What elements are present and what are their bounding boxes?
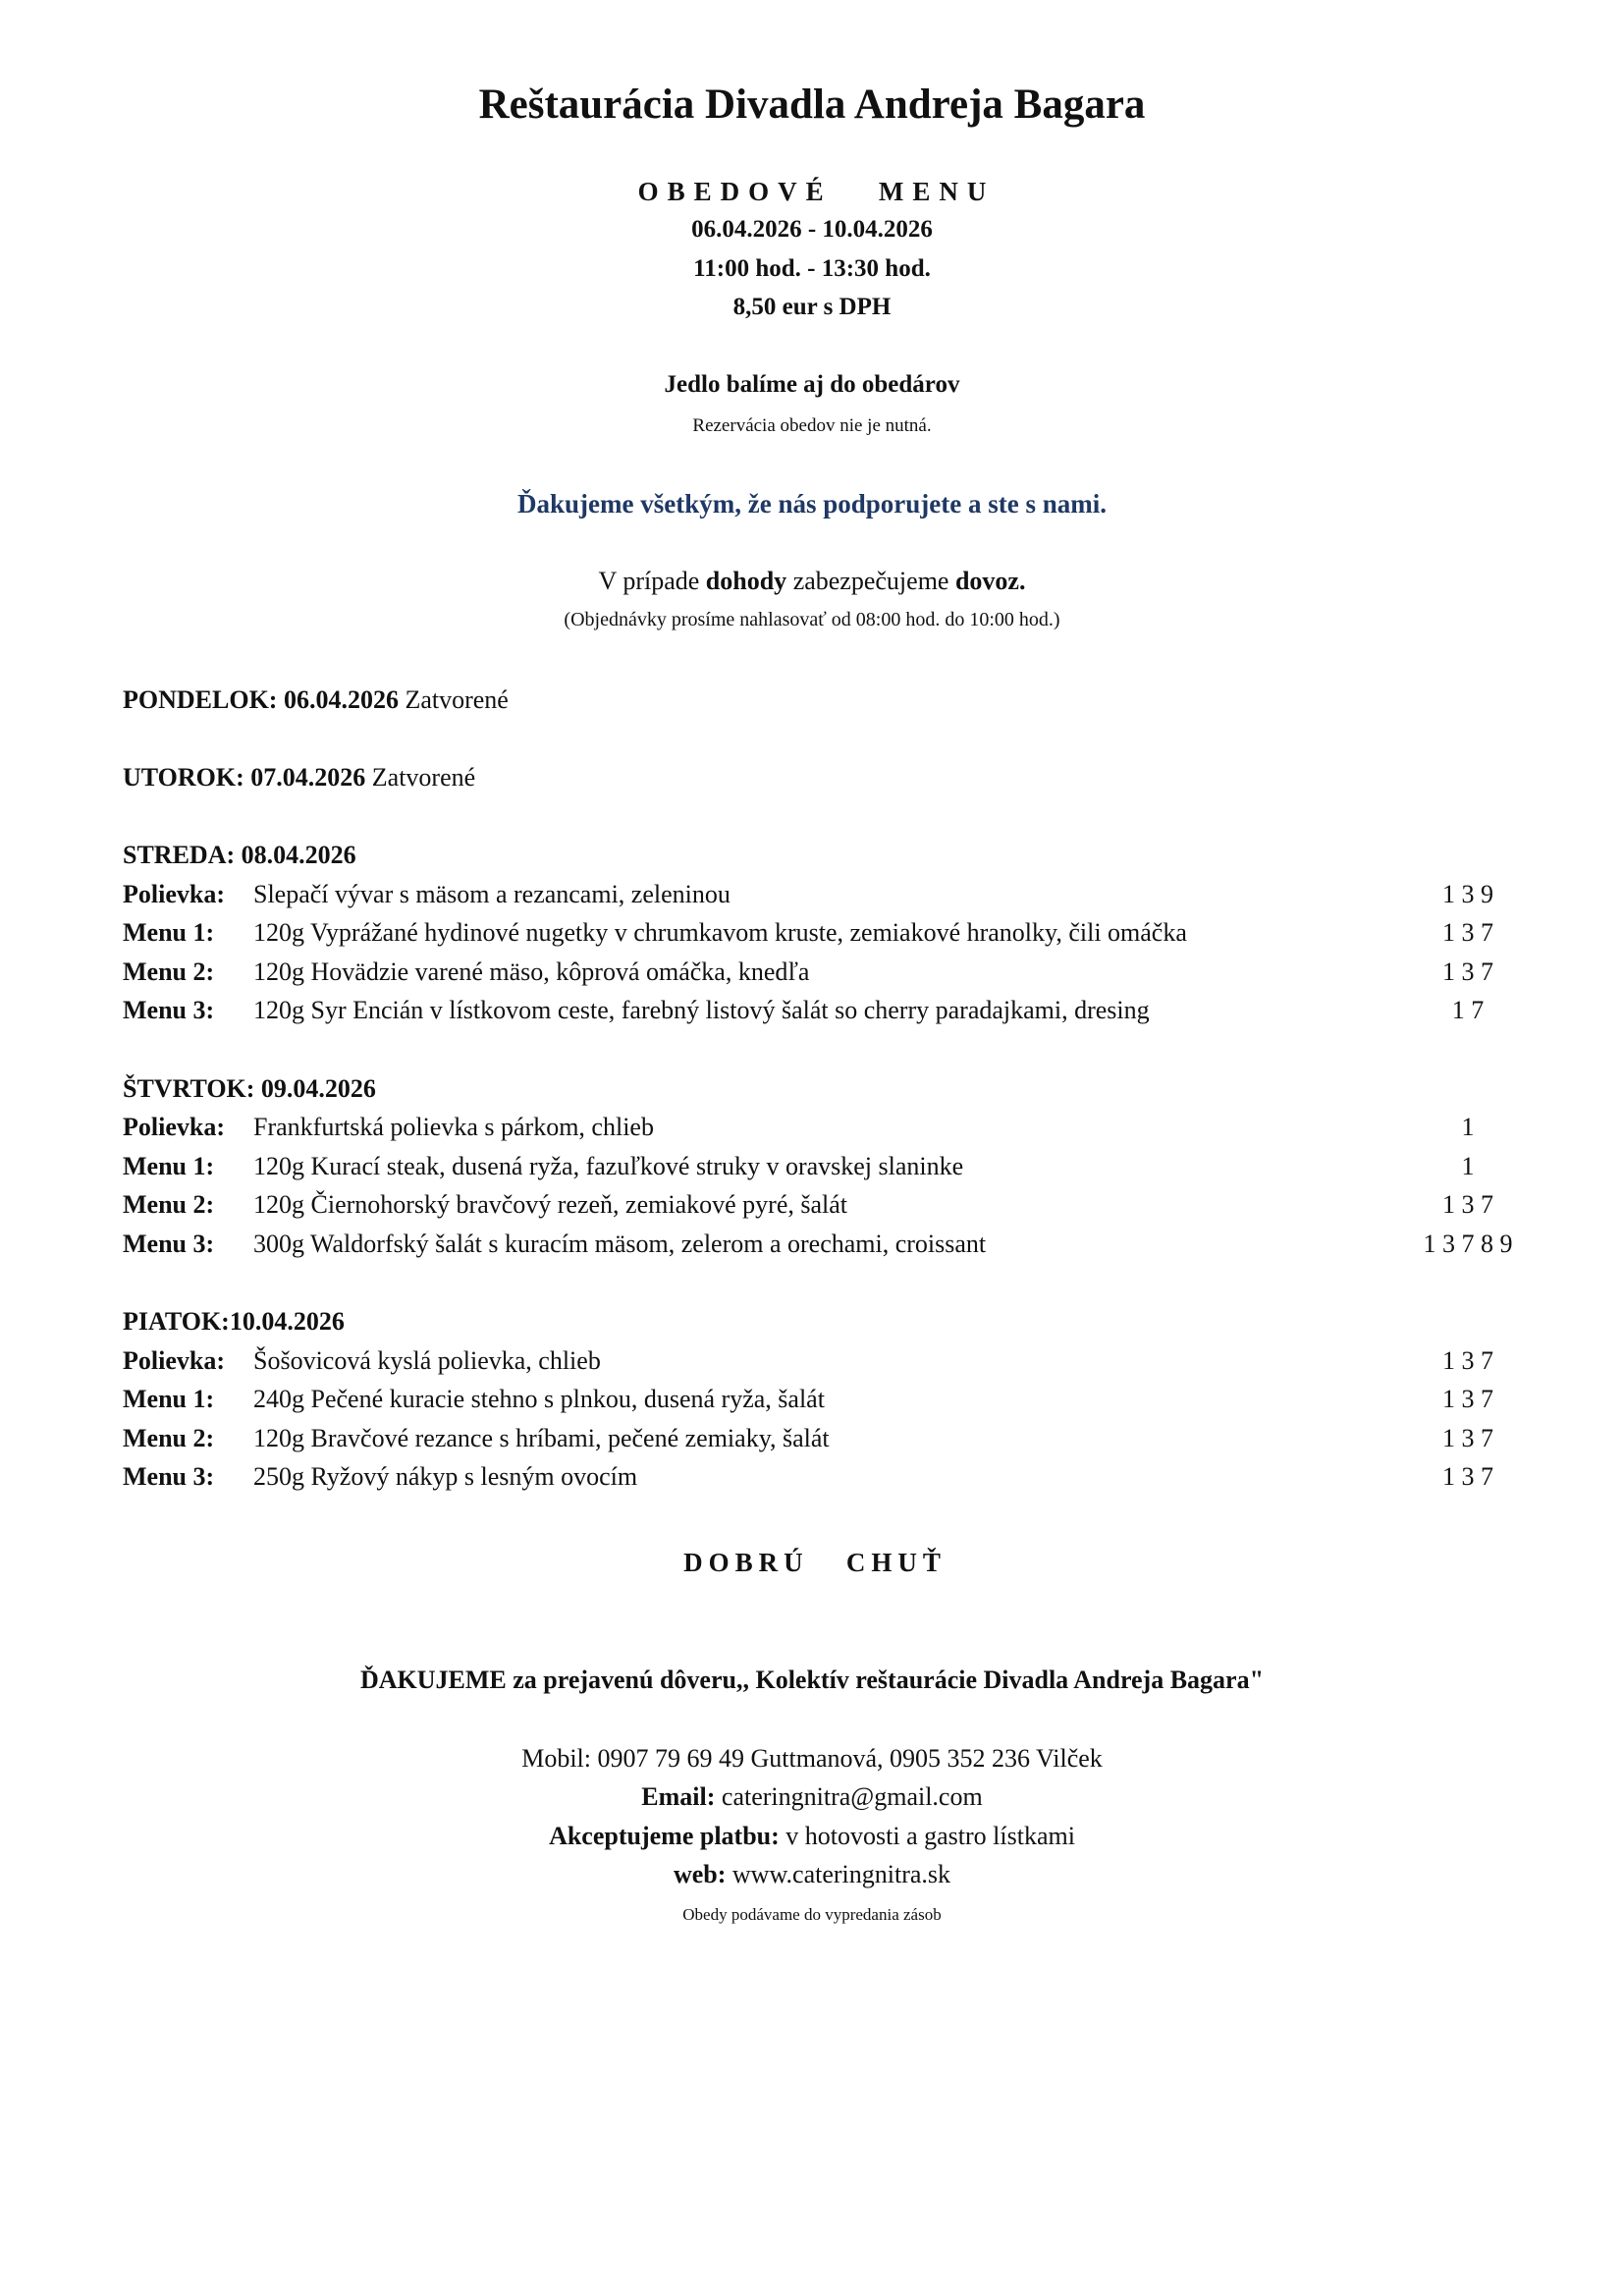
menu-row [123, 1385, 1527, 1420]
stock-note: Obedy podávame do vypredania zásob [682, 1905, 942, 1924]
email-value: cateringnitra@gmail.com [715, 1782, 983, 1811]
day-heading-wednesday [123, 841, 356, 870]
row-allergens: 1 [1461, 1152, 1475, 1180]
delivery-mid: zabezpečujeme [786, 567, 955, 595]
row-dish: 120g Čiernohorský bravčový rezeň, zemiakové pyré, šalát [253, 1190, 848, 1219]
orders-note: (Objednávky prosíme nahlasovať od 08:00 hod. do 10:00 hod.) [564, 609, 1060, 630]
menu-row [123, 1230, 1527, 1265]
closed-day-monday [123, 685, 509, 715]
row-allergens: 1 3 7 [1442, 1190, 1493, 1219]
row-label: Menu 3: [123, 996, 215, 1024]
row-label: Menu 1: [123, 918, 215, 947]
menu-row [123, 880, 1527, 915]
menu-row [123, 1346, 1527, 1382]
row-label: Polievka: [123, 1346, 225, 1375]
web-label: web: [673, 1860, 727, 1888]
mobile-contact: Mobil: 0907 79 69 49 Guttmanová, 0905 352 236 Vilček [521, 1744, 1103, 1773]
row-label: Polievka: [123, 880, 225, 908]
delivery-prefix: V prípade [598, 567, 706, 595]
menu-row [123, 957, 1527, 993]
payment-info [0, 1822, 1624, 1851]
menu-hours: 11:00 hod. - 13:30 hod. [693, 255, 931, 282]
menu-row [123, 918, 1527, 954]
menu-price: 8,50 eur s DPH [732, 294, 892, 320]
row-dish: 250g Ryžový nákyp s lesným ovocím [253, 1462, 638, 1491]
day-heading: ŠTVRTOK: 09.04.2026 [123, 1074, 376, 1103]
row-label: Menu 3: [123, 1462, 215, 1491]
restaurant-title: Reštaurácia Divadla Andreja Bagara [478, 82, 1146, 128]
thanks-trust: ĎAKUJEME za prejavenú dôveru,, Kolektív reštaurácie Divadla Andreja Bagara" [359, 1666, 1265, 1694]
email-contact [0, 1782, 1624, 1812]
row-allergens: 1 [1461, 1113, 1475, 1141]
row-dish: Frankfurtská polievka s párkom, chlieb [253, 1113, 654, 1141]
row-allergens: 1 3 7 [1442, 1462, 1493, 1491]
payment-label: Akceptujeme platbu: [549, 1822, 780, 1850]
row-allergens: 1 3 7 [1442, 918, 1493, 947]
row-allergens: 1 3 7 [1442, 1346, 1493, 1375]
menu-row [123, 996, 1527, 1031]
row-label: Menu 2: [123, 957, 215, 986]
payment-value: v hotovosti a gastro lístkami [779, 1822, 1075, 1850]
day-status: Zatvorené [398, 685, 509, 714]
menu-heading: OBEDOVÉ MENU [637, 177, 996, 206]
row-dish: 120g Kurací steak, dusená ryža, fazuľkové struky v oravskej slaninke [253, 1152, 964, 1180]
day-heading: PIATOK:10.04.2026 [123, 1307, 345, 1336]
day-heading-friday [123, 1307, 345, 1337]
row-dish: Slepačí vývar s mäsom a rezancami, zeleninou [253, 880, 731, 908]
delivery-note [0, 567, 1624, 596]
row-allergens: 1 3 7 8 9 [1423, 1230, 1513, 1258]
row-allergens: 1 3 7 [1442, 1385, 1493, 1413]
row-dish: 120g Hovädzie varené mäso, kôprová omáčka, knedľa [253, 957, 810, 986]
row-label: Menu 2: [123, 1190, 215, 1219]
menu-row [123, 1190, 1527, 1226]
delivery-bold-transport: dovoz. [954, 567, 1026, 595]
email-label: Email: [641, 1782, 716, 1811]
menu-row [123, 1462, 1527, 1498]
day-heading-thursday [123, 1074, 376, 1104]
row-allergens: 1 3 7 [1442, 1424, 1493, 1452]
packing-note: Jedlo balíme aj do obedárov [664, 371, 960, 398]
row-dish: 120g Syr Encián v lístkovom ceste, farebný listový šalát so cherry paradajkami, dresing [253, 996, 1150, 1024]
good-appetite: DOBRÚ CHUŤ [683, 1548, 947, 1577]
row-allergens: 1 3 7 [1442, 957, 1493, 986]
thanks-support: Ďakujeme všetkým, že nás podporujete a ste s nami. [517, 489, 1107, 519]
row-label: Menu 1: [123, 1385, 215, 1413]
row-label: Menu 1: [123, 1152, 215, 1180]
closed-day-tuesday [123, 763, 475, 793]
row-dish: 120g Bravčové rezance s hríbami, pečené zemiaky, šalát [253, 1424, 830, 1452]
menu-row [123, 1113, 1527, 1148]
row-dish: Šošovicová kyslá polievka, chlieb [253, 1346, 601, 1375]
day-status: Zatvorené [365, 763, 476, 792]
day-heading: PONDELOK: 06.04.2026 [123, 685, 399, 714]
row-dish: 240g Pečené kuracie stehno s plnkou, dusená ryža, šalát [253, 1385, 825, 1413]
day-heading: UTOROK: 07.04.2026 [123, 763, 366, 792]
row-dish: 300g Waldorfský šalát s kuracím mäsom, zelerom a orechami, croissant [253, 1230, 987, 1258]
row-label: Menu 3: [123, 1230, 215, 1258]
web-info [0, 1860, 1624, 1889]
row-label: Polievka: [123, 1113, 225, 1141]
row-dish: 120g Vyprážané hydinové nugetky v chrumkavom kruste, zemiakové hranolky, čili omáčka [253, 918, 1187, 947]
row-label: Menu 2: [123, 1424, 215, 1452]
menu-row [123, 1424, 1527, 1459]
menu-row [123, 1152, 1527, 1187]
delivery-bold-agreement: dohody [705, 567, 787, 595]
menu-dates: 06.04.2026 - 10.04.2026 [691, 216, 933, 243]
day-heading: STREDA: 08.04.2026 [123, 841, 356, 869]
row-allergens: 1 3 9 [1442, 880, 1493, 908]
web-value: www.cateringnitra.sk [726, 1860, 951, 1888]
row-allergens: 1 7 [1451, 996, 1485, 1024]
reservation-note: Rezervácia obedov nie je nutná. [692, 415, 932, 436]
